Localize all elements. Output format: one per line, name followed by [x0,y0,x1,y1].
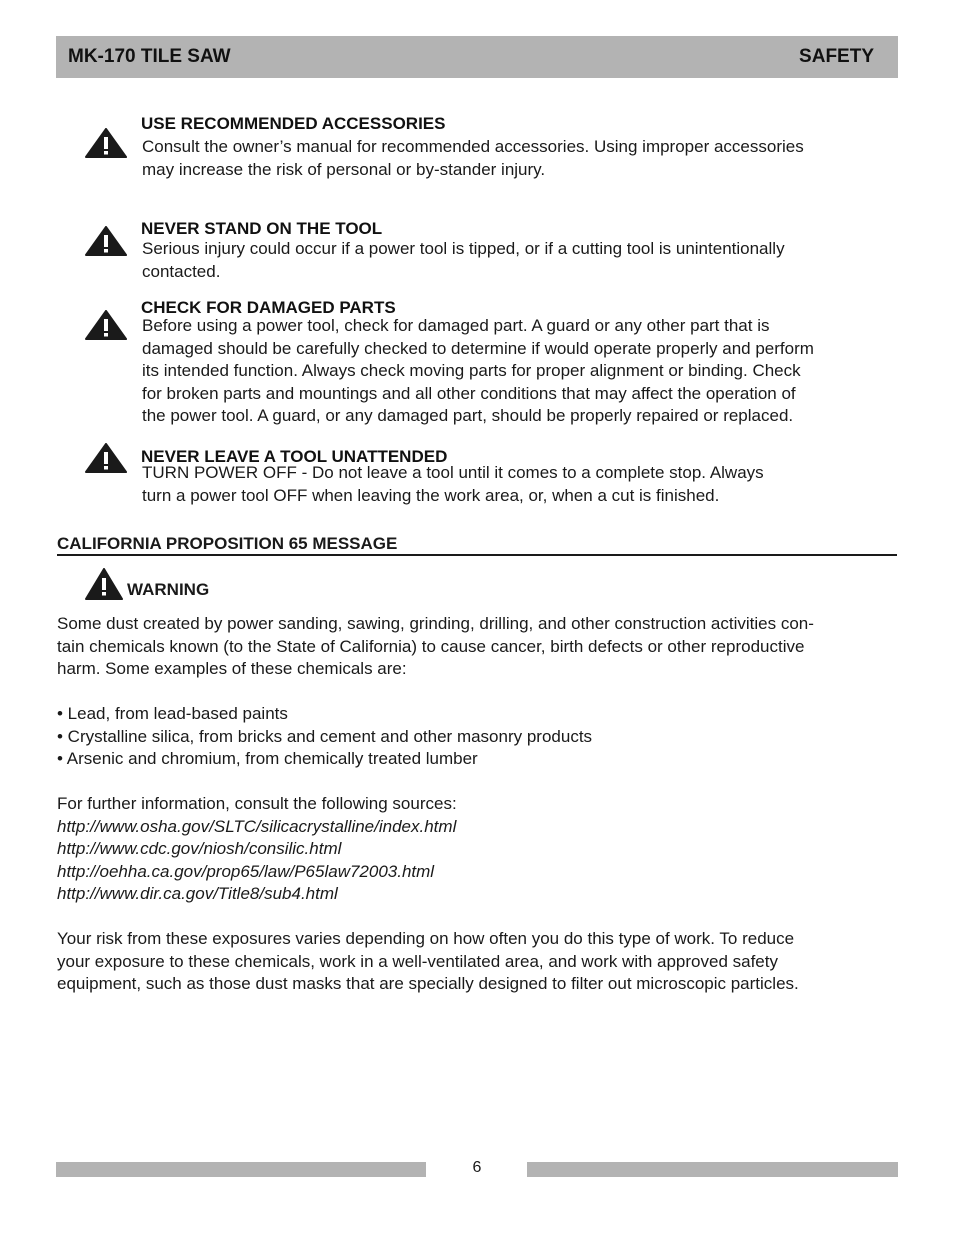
sources-block [57,793,457,906]
footer-bar-right [527,1162,898,1177]
intro-line: Some dust created by power sanding, sawing, grinding, drilling, and other construction activities con- [57,614,814,633]
warning-label: WARNING [127,580,210,599]
warning-triangle-icon [85,443,127,473]
source-link[interactable]: http://www.dir.ca.gov/Title8/sub4.html [57,884,338,903]
body-line: TURN POWER OFF - Do not leave a tool until it comes to a complete stop. Always [142,463,764,482]
warning-triangle-icon [85,568,123,600]
safety-item-body [142,238,892,283]
body-line: turn a power tool OFF when leaving the work area, or, when a cut is finished. [142,485,720,505]
body-line: for broken parts and mountings and all other conditions that may affect the operation of [142,383,796,403]
footer-bar-left [56,1162,426,1177]
body-line: its intended function. Always check moving parts for proper alignment or binding. Check [142,361,801,380]
safety-item-title: USE RECOMMENDED ACCESSORIES [141,114,446,133]
prop65-intro [57,613,897,681]
list-item: • Lead, from lead-based paints [57,704,288,723]
warning-triangle-icon [85,310,127,340]
list-item: • Crystalline silica, from bricks and cement and other masonry products [57,726,593,746]
body-line: damaged should be carefully checked to determine if would operate properly and perform [142,338,814,358]
body-line: may increase the risk of personal or by-stander injury. [142,159,546,179]
sources-intro: For further information, consult the following sources: [57,794,457,813]
intro-line: harm. Some examples of these chemicals are: [57,659,407,678]
source-link[interactable]: http://www.cdc.gov/niosh/consilic.html [57,839,342,858]
prop65-closing [57,928,897,996]
chemical-list [57,703,592,771]
header-bar [56,36,898,78]
safety-item-title: CHECK FOR DAMAGED PARTS [141,298,396,317]
safety-item-body [142,315,892,428]
body-line: Serious injury could occur if a power tool is tipped, or if a cutting tool is unintentionally [142,239,785,258]
warning-triangle-icon [85,226,127,256]
closing-line: Your risk from these exposures varies depending on how often you do this type of work. To reduce [57,929,795,948]
source-link[interactable]: http://oehha.ca.gov/prop65/law/P65law72003.html [57,861,435,881]
body-line: the power tool. A guard, or any damaged part, should be properly repaired or replaced. [142,406,794,425]
safety-item-body [142,136,892,181]
closing-line: equipment, such as those dust masks that are specially designed to filter out microscopic particles. [57,974,799,993]
intro-line: tain chemicals known (to the State of California) to cause cancer, birth defects or other reproductive [57,636,805,656]
prop65-warning [85,568,209,600]
header-model-title: MK-170 TILE SAW [68,46,231,67]
safety-item-title: NEVER LEAVE A TOOL UNATTENDED [141,447,448,466]
body-line: Before using a power tool, check for damaged part. A guard or any other part that is [142,316,770,335]
warning-triangle-icon [85,128,127,158]
list-item: • Arsenic and chromium, from chemically treated lumber [57,749,478,768]
safety-item-body [142,462,892,507]
closing-line: your exposure to these chemicals, work in a well-ventilated area, and work with approved safety [57,951,778,971]
safety-item-title: NEVER STAND ON THE TOOL [141,219,383,238]
page-number: 6 [472,1159,482,1176]
header-section-title: SAFETY [799,46,874,67]
body-line: contacted. [142,261,221,281]
body-line: Consult the owner’s manual for recommended accessories. Using improper accessories [142,137,804,156]
prop65-heading: CALIFORNIA PROPOSITION 65 MESSAGE [57,534,897,556]
source-link[interactable]: http://www.osha.gov/SLTC/silicacrystalline/index.html [57,816,457,836]
